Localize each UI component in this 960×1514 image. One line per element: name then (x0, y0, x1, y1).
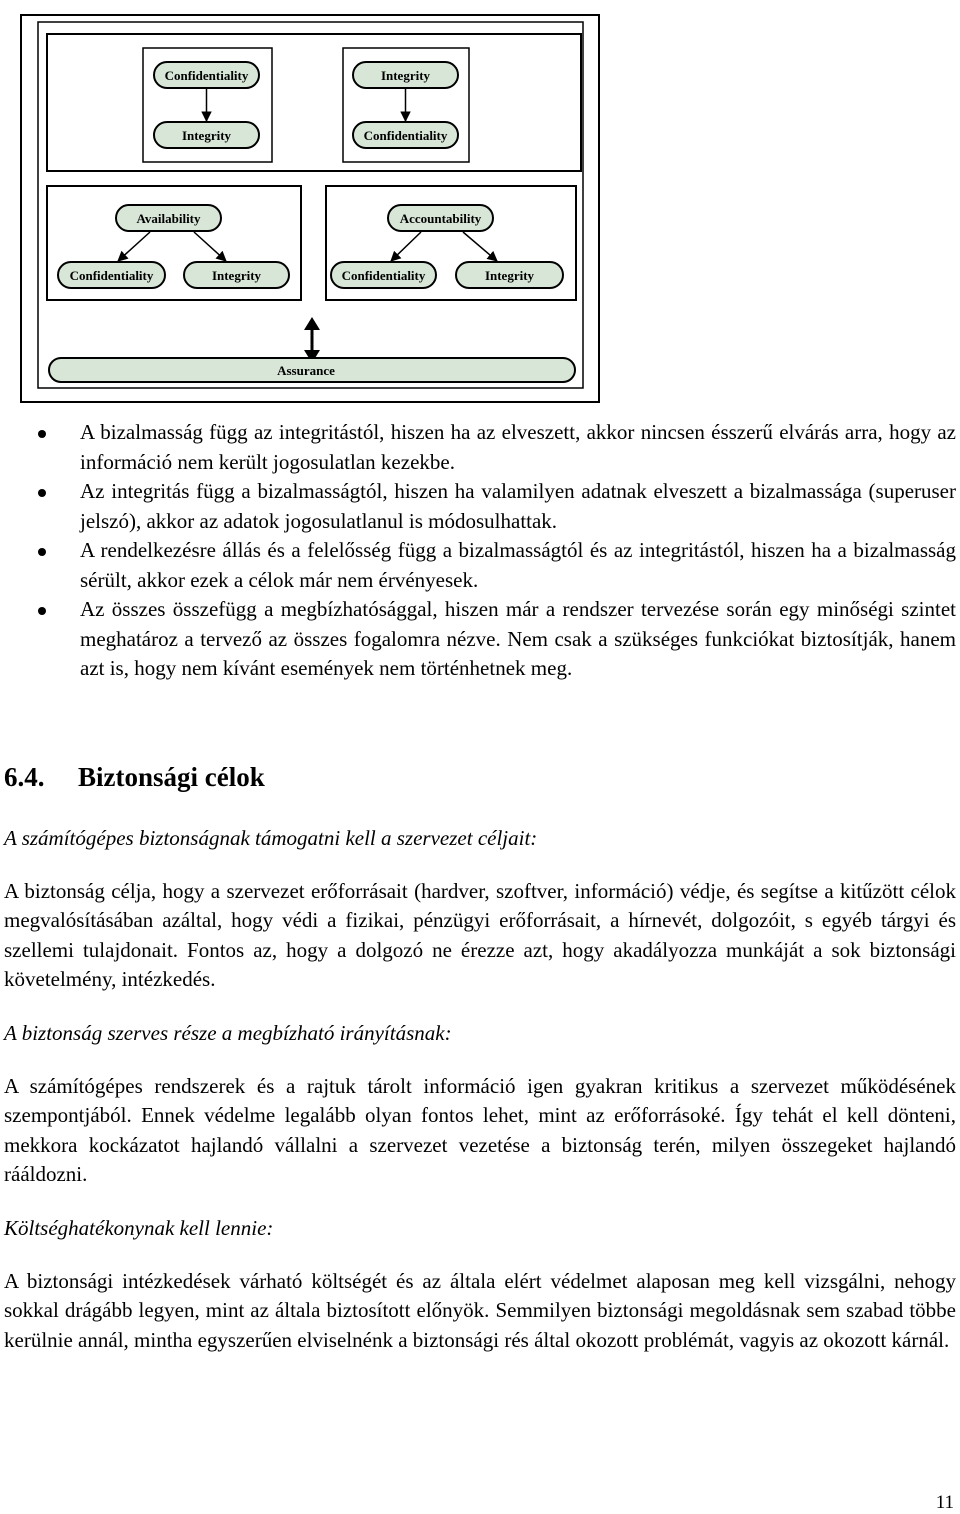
list-item: Az összes összefügg a megbízhatósággal, hiszen már a rendszer tervezése során egy minőségi szintet meghatároz a tervező az összes fogalomra nézve. Nem csak a szükséges funkciókat biztosítják, hanem azt is, hogy nem kívánt események nem történhetnek meg. (34, 595, 956, 684)
box-label: Accountability (399, 211, 482, 226)
box-label: Integrity (484, 268, 535, 283)
bullet-icon (38, 548, 46, 556)
list-item: A rendelkezésre állás és a felelősség függ a bizalmasságtól és az integritástól, hiszen ha a bizalmasság sérült, akkor ezek a célok már nem érvényesek. (34, 536, 956, 595)
box-label: Integrity (181, 128, 232, 143)
box-label: Availability (136, 211, 201, 226)
arrow-mr-right (463, 232, 497, 261)
dependency-bullet-list (34, 418, 956, 684)
list-item: A bizalmasság függ az integritástól, hiszen ha az elveszett, akkor nincsen ésszerű elvárás arra, hogy az információ nem került jogosulatlan kezekbe. (34, 418, 956, 477)
list-item: Az integritás függ a bizalmasságtól, hiszen ha valamilyen adatnak elveszett a bizalmassága (superuser jelszó), akkor az adatok jogosulatlanul is módosulhattak. (34, 477, 956, 536)
bullet-icon (38, 430, 46, 438)
bullet-icon (38, 489, 46, 497)
box-label: Confidentiality (363, 128, 448, 143)
arrow-ml-left (118, 232, 150, 261)
diagram-top-panel (47, 34, 581, 171)
page-number: 11 (935, 1492, 954, 1513)
section-title: Biztonsági célok (78, 762, 265, 792)
paragraph-cost-effective: A biztonsági intézkedések várható költségét és az általa elért védelmet alaposan meg kell vizsgálni, nehogy sokkal drágább legyen, mint az általa biztosított előnyök. Semmilyen biztonsági megoldásnak sem szabad többe kerülnie annál, mintha egyszerűen elviselnénk a biztonsági rés által okozott problémát, vagyis az okozott kárnál. (4, 1269, 956, 1352)
paragraph-support-goals: A biztonság célja, hogy a szervezet erőforrásait (hardver, szoftver, információ) védje, és segítse a kitűzött célok megvalósításában azáltal, hogy védi a fizikai, pénzügyi erőforrásait, a hírnevét, dolgozóit, s egyéb tárgyi és szellemi tulajdonait. Fontos az, hogy a dolgozó ne érezze azt, hogy akadályozza munkáját a sok biztonsági követelmény, intézkedés. (4, 879, 956, 991)
box-label: Assurance (277, 363, 335, 378)
diagram-outer-frame (21, 15, 599, 402)
double-arrow-head-up (304, 317, 320, 330)
paragraph-management: A számítógépes rendszerek és a rajtuk tárolt információ igen gyakran kritikus a szervezet működésének szempontjából. Ennek védelme legalább olyan fontos lehet, mint az erőforrásoké. Így tehát el kell dönteni, mekkora kockázatot hajlandó vállalni a szervezet vezetése a biztonság terén, milyen összegeket hajlandó rááldozni. (4, 1074, 956, 1186)
section-heading (4, 762, 265, 793)
subtitle-support-goals: A számítógépes biztonságnak támogatni kell a szervezet céljait: (4, 826, 538, 850)
box-label: Confidentiality (69, 268, 154, 283)
box-label: Integrity (211, 268, 262, 283)
bullet-icon (38, 607, 46, 615)
subtitle-cost-effective: Költséghatékonynak kell lennie: (4, 1216, 274, 1240)
subtitle-management: A biztonság szerves része a megbízható irányításnak: (4, 1021, 452, 1045)
section-number: 6.4. (4, 762, 45, 792)
box-label: Integrity (380, 68, 431, 83)
box-label: Confidentiality (341, 268, 426, 283)
security-dependency-diagram (0, 0, 960, 410)
box-label: Confidentiality (164, 68, 249, 83)
arrow-ml-right (194, 232, 226, 261)
arrow-mr-left (391, 232, 421, 261)
